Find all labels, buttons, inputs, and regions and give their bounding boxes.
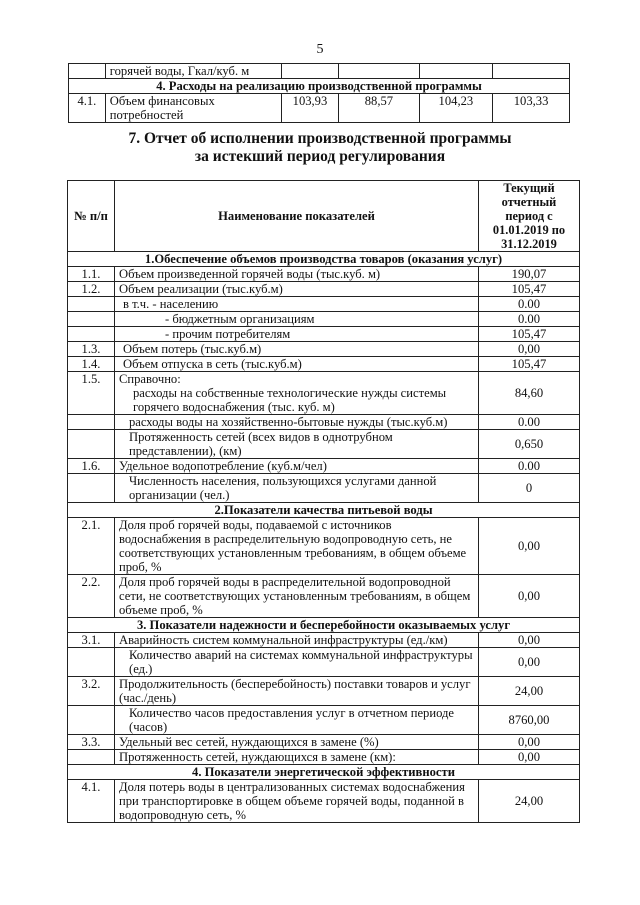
table-row xyxy=(68,282,580,297)
table-row xyxy=(68,267,580,282)
value-cell: 103,33 xyxy=(493,94,570,123)
row-number: 3.1. xyxy=(68,633,115,648)
row-label: Доля проб горячей воды, подаваемой с источников водоснабжения в распределительную водопроводную сеть, не соответствующих установленным требованиям, в общем объеме проб, % xyxy=(115,518,479,575)
row-label: Удельный вес сетей, нуждающихся в замене (%) xyxy=(115,735,479,750)
row-label: Протяженность сетей (всех видов в однотрубном представлении), (км) xyxy=(115,430,479,459)
value-cell: 88,57 xyxy=(339,94,419,123)
row-number: 1.1. xyxy=(68,267,115,282)
section-row xyxy=(68,503,580,518)
row-value: 0.00 xyxy=(479,415,580,430)
header-num: № п/п xyxy=(68,181,115,252)
report-title-line1: 7. Отчет об исполнении производственной программы xyxy=(128,130,512,147)
table-row xyxy=(68,327,580,342)
row-value: 8760,00 xyxy=(479,706,580,735)
row-number: 4.1. xyxy=(68,780,115,823)
row-number xyxy=(68,415,115,430)
row-number xyxy=(68,327,115,342)
table-row xyxy=(68,518,580,575)
row-value: 190,07 xyxy=(479,267,580,282)
row-label: Количество часов предоставления услуг в отчетном периоде (часов) xyxy=(115,706,479,735)
row-number: 1.4. xyxy=(68,357,115,372)
row-number xyxy=(68,474,115,503)
row-number: 2.1. xyxy=(68,518,115,575)
row-number xyxy=(68,297,115,312)
section-heading: 3. Показатели надежности и бесперебойности оказываемых услуг xyxy=(68,618,580,633)
table-row xyxy=(68,677,580,706)
section-heading: 4. Показатели энергетической эффективности xyxy=(68,765,580,780)
row-value: 0 xyxy=(479,474,580,503)
table-row xyxy=(68,706,580,735)
row-value: 0.00 xyxy=(479,312,580,327)
row-label: Продолжительность (бесперебойность) поставки товаров и услуг (час./день) xyxy=(115,677,479,706)
table-row xyxy=(68,459,580,474)
section-row xyxy=(68,252,580,267)
row-value: 0.00 xyxy=(479,297,580,312)
row-value: 0,00 xyxy=(479,342,580,357)
row-label: Удельное водопотребление (куб.м/чел) xyxy=(115,459,479,474)
top-table-fragment xyxy=(68,63,570,123)
row-value: 105,47 xyxy=(479,282,580,297)
row-label: Численность населения, пользующихся услугами данной организации (чел.) xyxy=(115,474,479,503)
value-cell: 103,93 xyxy=(281,94,339,123)
row-number: 4.1. xyxy=(69,94,106,123)
table-row xyxy=(69,64,570,79)
row-label: Объем отпуска в сеть (тыс.куб.м) xyxy=(115,357,479,372)
table-row xyxy=(69,79,570,94)
row-label: - бюджетным организациям xyxy=(115,312,479,327)
row-label: в т.ч. - населению xyxy=(115,297,479,312)
row-number xyxy=(68,706,115,735)
value-cell: 104,23 xyxy=(419,94,493,123)
table-row xyxy=(68,312,580,327)
row-value: 24,00 xyxy=(479,780,580,823)
row-value: 0,650 xyxy=(479,430,580,459)
table-row xyxy=(68,357,580,372)
row-number xyxy=(68,648,115,677)
table-row xyxy=(68,633,580,648)
row-value: 84,60 xyxy=(479,372,580,415)
table-row xyxy=(68,780,580,823)
table-row xyxy=(68,575,580,618)
row-label: Протяженность сетей, нуждающихся в замене (км): xyxy=(115,750,479,765)
row-label: расходы воды на хозяйственно-бытовые нужды (тыс.куб.м) xyxy=(115,415,479,430)
row-label: Количество аварий на системах коммунальной инфраструктуры (ед.) xyxy=(115,648,479,677)
row-value: 0,00 xyxy=(479,575,580,618)
table-row xyxy=(68,474,580,503)
row-label: Доля проб горячей воды в распределительной водопроводной сети, не соответствующих установленным требованиям, в общем объеме проб, % xyxy=(115,575,479,618)
table-row xyxy=(69,94,570,123)
section-heading: 1.Обеспечение объемов производства товаров (оказания услуг) xyxy=(68,252,580,267)
row-number xyxy=(68,750,115,765)
table-row xyxy=(68,735,580,750)
row-number: 1.6. xyxy=(68,459,115,474)
row-value: 0,00 xyxy=(479,518,580,575)
row-number: 3.3. xyxy=(68,735,115,750)
row-label: Объем произведенной горячей воды (тыс.куб. м) xyxy=(115,267,479,282)
table-row xyxy=(68,415,580,430)
table-row xyxy=(68,342,580,357)
section-heading: 4. Расходы на реализацию производственной программы xyxy=(69,79,570,94)
header-name: Наименование показателей xyxy=(115,181,479,252)
row-number: 1.2. xyxy=(68,282,115,297)
row-number: 2.2. xyxy=(68,575,115,618)
section-heading: 2.Показатели качества питьевой воды xyxy=(68,503,580,518)
header-row xyxy=(68,181,580,252)
row-value: 24,00 xyxy=(479,677,580,706)
row-value: 0.00 xyxy=(479,459,580,474)
row-number xyxy=(68,430,115,459)
row-label: Объем финансовых потребностей xyxy=(105,94,281,123)
row-label: горячей воды, Гкал/куб. м xyxy=(105,64,281,79)
row-value: 0,00 xyxy=(479,633,580,648)
row-value: 0,00 xyxy=(479,735,580,750)
row-label: Доля потерь воды в централизованных системах водоснабжения при транспортировке в общем объеме горячей воды, поданной в водопроводную сеть, % xyxy=(115,780,479,823)
row-label: Объем потерь (тыс.куб.м) xyxy=(115,342,479,357)
row-label-detail: расходы на собственные технологические нужды системы горячего водоснабжения (тыс. куб. м) xyxy=(133,386,447,414)
row-value: 0,00 xyxy=(479,648,580,677)
row-number xyxy=(68,312,115,327)
section-row xyxy=(68,765,580,780)
table-row xyxy=(68,648,580,677)
page-number: 5 xyxy=(316,42,324,57)
report-title-line2: за истекший период регулирования xyxy=(194,148,446,165)
table-row xyxy=(68,750,580,765)
row-value: 105,47 xyxy=(479,357,580,372)
table-row xyxy=(68,297,580,312)
section-row xyxy=(68,618,580,633)
report-table xyxy=(67,180,580,823)
row-label xyxy=(115,372,479,415)
row-number: 1.3. xyxy=(68,342,115,357)
row-label: Аварийность систем коммунальной инфраструктуры (ед./км) xyxy=(115,633,479,648)
header-period: Текущий отчетный период с 01.01.2019 по 31.12.2019 xyxy=(479,181,580,252)
table-row xyxy=(68,430,580,459)
table-row xyxy=(68,372,580,415)
row-number: 1.5. xyxy=(68,372,115,415)
row-label: - прочим потребителям xyxy=(115,327,479,342)
row-label-heading: Справочно: xyxy=(119,372,181,386)
row-label: Объем реализации (тыс.куб.м) xyxy=(115,282,479,297)
row-value: 105,47 xyxy=(479,327,580,342)
row-number: 3.2. xyxy=(68,677,115,706)
row-value: 0,00 xyxy=(479,750,580,765)
